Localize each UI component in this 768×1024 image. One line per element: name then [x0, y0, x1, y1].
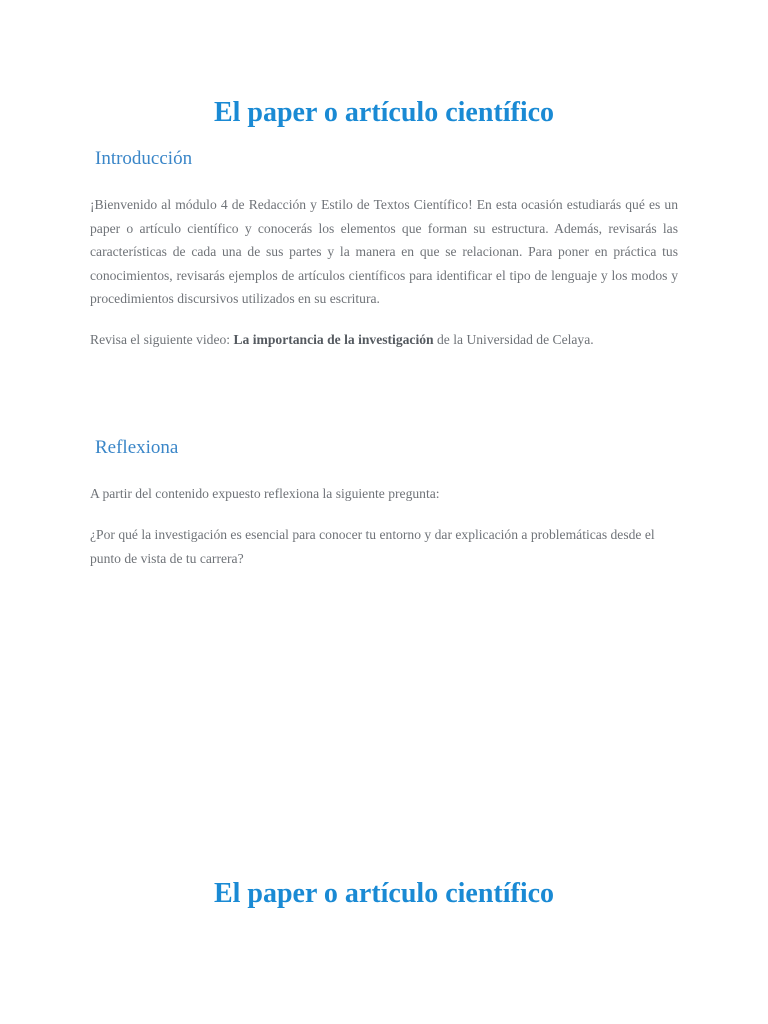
intro-paragraph: ¡Bienvenido al módulo 4 de Redacción y Estilo de Textos Científico! En esta ocasión estudiarás qué es un paper o artículo científico y conocerás los elementos que forman su estructura. Además, revisarás las características de cada una de sus partes y la manera en que se relacionan. Para poner en práctica tus conocimientos, revisarás ejemplos de artículos científicos para identificar el tipo de lenguaje y los modos y procedimientos discursivos utilizados en su escritura. — [90, 197, 678, 307]
reflexiona-question: ¿Por qué la investigación es esencial para conocer tu entorno y dar explicación a problemáticas desde el punto de vista de tu carrera? — [90, 527, 655, 566]
video-link[interactable]: La importancia de la investigación — [233, 332, 434, 347]
section-heading-introduccion: Introducción — [95, 148, 193, 169]
page-title: El paper o artículo científico — [213, 97, 555, 128]
video-prefix-text: Revisa el siguiente video: — [90, 332, 234, 347]
video-suffix-text: de la Universidad de Celaya. — [433, 332, 594, 347]
reflexiona-paragraph: A partir del contenido expuesto reflexiona la siguiente pregunta: — [90, 486, 440, 501]
section-heading-reflexiona: Reflexiona — [95, 437, 179, 458]
next-page-title: El paper o artículo científico — [213, 878, 555, 909]
video-reference — [90, 328, 678, 352]
